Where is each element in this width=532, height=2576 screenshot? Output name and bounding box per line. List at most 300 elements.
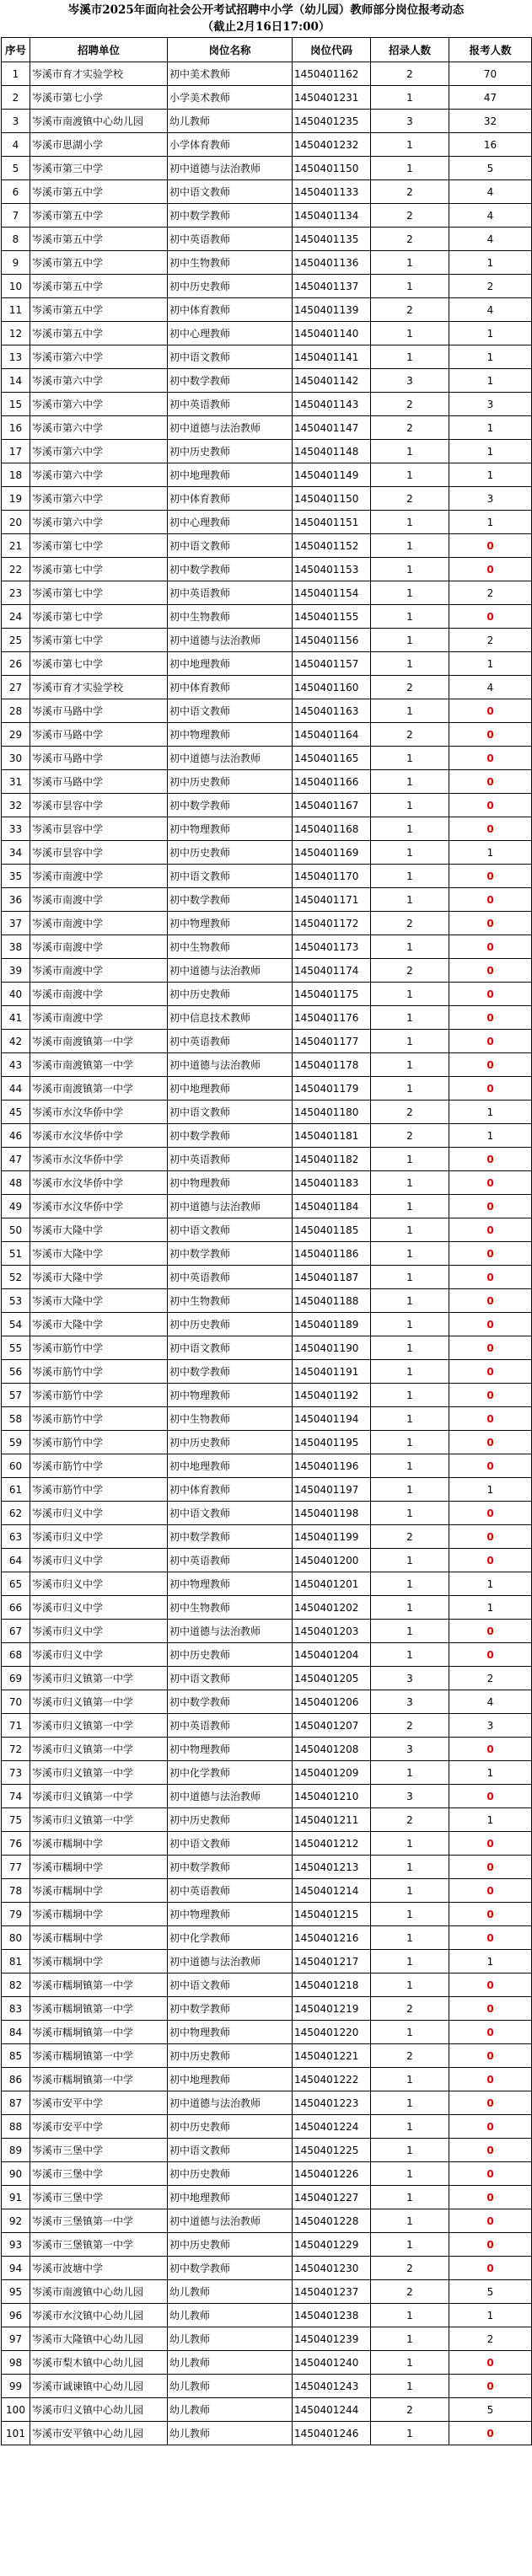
cell-quota: 3 — [371, 1690, 449, 1714]
cell-unit: 岑溪市安平中学 — [30, 2091, 168, 2115]
cell-position: 初中物理教师 — [168, 723, 293, 747]
cell-code: 1450401228 — [293, 2209, 371, 2233]
cell-applicants: 0 — [449, 2375, 532, 2398]
cell-position: 初中英语教师 — [168, 1879, 293, 1903]
cell-unit: 岑溪市第五中学 — [30, 204, 168, 228]
cell-unit: 岑溪市第七中学 — [30, 629, 168, 652]
table-row — [2, 841, 532, 865]
cell-unit: 岑溪市水汶镇中心幼儿园 — [30, 2304, 168, 2327]
cell-index: 73 — [2, 1761, 30, 1785]
cell-position: 初中英语教师 — [168, 1714, 293, 1738]
cell-index: 24 — [2, 605, 30, 629]
cell-unit: 岑溪市三堡中学 — [30, 2162, 168, 2186]
table-row — [2, 345, 532, 369]
cell-position: 初中道德与法治教师 — [168, 747, 293, 770]
cell-position: 幼儿教师 — [168, 110, 293, 133]
cell-quota: 1 — [371, 511, 449, 534]
cell-index: 59 — [2, 1431, 30, 1454]
cell-index: 62 — [2, 1502, 30, 1525]
table-row — [2, 1077, 532, 1101]
cell-unit: 岑溪市第六中学 — [30, 393, 168, 416]
cell-quota: 2 — [371, 2044, 449, 2068]
cell-applicants: 2 — [449, 1667, 532, 1690]
cell-code: 1450401133 — [293, 180, 371, 204]
table-row — [2, 1171, 532, 1195]
cell-position: 初中美术教师 — [168, 62, 293, 86]
table-row — [2, 1242, 532, 1266]
cell-index: 14 — [2, 369, 30, 393]
cell-unit: 岑溪市糯垌中学 — [30, 1903, 168, 1926]
table-row — [2, 1974, 532, 1997]
cell-position: 初中语文教师 — [168, 1502, 293, 1525]
table-row — [2, 794, 532, 817]
cell-position: 初中生物教师 — [168, 1407, 293, 1431]
cell-code: 1450401148 — [293, 440, 371, 463]
cell-applicants: 1 — [449, 1808, 532, 1832]
cell-index: 87 — [2, 2091, 30, 2115]
cell-index: 17 — [2, 440, 30, 463]
cell-applicants: 70 — [449, 62, 532, 86]
cell-quota: 2 — [371, 228, 449, 251]
table-row — [2, 62, 532, 86]
cell-index: 57 — [2, 1384, 30, 1407]
cell-quota: 2 — [371, 959, 449, 983]
cell-quota: 1 — [371, 1431, 449, 1454]
cell-applicants: 2 — [449, 2327, 532, 2351]
table-row — [2, 2351, 532, 2375]
cell-unit: 岑溪市第六中学 — [30, 345, 168, 369]
cell-index: 21 — [2, 534, 30, 558]
table-row — [2, 558, 532, 581]
cell-applicants: 2 — [449, 629, 532, 652]
cell-code: 1450401160 — [293, 676, 371, 699]
table-row — [2, 1384, 532, 1407]
cell-code: 1450401211 — [293, 1808, 371, 1832]
cell-applicants: 0 — [449, 2139, 532, 2162]
cell-applicants: 0 — [449, 1832, 532, 1856]
cell-index: 11 — [2, 298, 30, 322]
cell-applicants: 1 — [449, 463, 532, 487]
cell-quota: 1 — [371, 1926, 449, 1950]
table-row — [2, 1454, 532, 1478]
cell-index: 4 — [2, 133, 30, 157]
cell-quota: 1 — [371, 1903, 449, 1926]
table-row — [2, 1808, 532, 1832]
cell-unit: 岑溪市糯垌镇第一中学 — [30, 2044, 168, 2068]
cell-index: 39 — [2, 959, 30, 983]
cell-code: 1450401152 — [293, 534, 371, 558]
cell-code: 1450401184 — [293, 1195, 371, 1218]
cell-position: 初中数学教师 — [168, 1997, 293, 2021]
cell-index: 56 — [2, 1360, 30, 1384]
cell-position: 初中英语教师 — [168, 228, 293, 251]
cell-quota: 1 — [371, 794, 449, 817]
cell-applicants: 16 — [449, 133, 532, 157]
header-quota: 招录人数 — [371, 38, 449, 62]
table-row — [2, 2375, 532, 2398]
cell-applicants: 0 — [449, 865, 532, 888]
cell-applicants: 5 — [449, 2280, 532, 2304]
cell-unit: 岑溪市第三中学 — [30, 157, 168, 180]
cell-unit: 岑溪市糯垌镇第一中学 — [30, 2021, 168, 2044]
table-row — [2, 298, 532, 322]
cell-quota: 1 — [371, 86, 449, 110]
cell-code: 1450401244 — [293, 2398, 371, 2422]
cell-code: 1450401194 — [293, 1407, 371, 1431]
cell-code: 1450401165 — [293, 747, 371, 770]
cell-applicants: 0 — [449, 1053, 532, 1077]
table-row — [2, 1785, 532, 1808]
cell-unit: 岑溪市糯垌中学 — [30, 1879, 168, 1903]
cell-unit: 岑溪市归义镇第一中学 — [30, 1738, 168, 1761]
cell-code: 1450401240 — [293, 2351, 371, 2375]
table-row — [2, 2115, 532, 2139]
cell-unit: 岑溪市三堡中学 — [30, 2139, 168, 2162]
cell-position: 初中体育教师 — [168, 487, 293, 511]
cell-quota: 1 — [371, 935, 449, 959]
cell-applicants: 1 — [449, 369, 532, 393]
cell-position: 初中心理教师 — [168, 511, 293, 534]
cell-position: 初中历史教师 — [168, 841, 293, 865]
cell-applicants: 0 — [449, 2257, 532, 2280]
cell-code: 1450401200 — [293, 1549, 371, 1572]
cell-applicants: 0 — [449, 1006, 532, 1030]
cell-applicants: 0 — [449, 1926, 532, 1950]
cell-quota: 2 — [371, 487, 449, 511]
cell-quota: 1 — [371, 605, 449, 629]
cell-unit: 岑溪市水汶华侨中学 — [30, 1101, 168, 1124]
cell-code: 1450401202 — [293, 1596, 371, 1620]
cell-applicants: 0 — [449, 770, 532, 794]
cell-code: 1450401181 — [293, 1124, 371, 1148]
cell-position: 初中语文教师 — [168, 345, 293, 369]
cell-position: 初中道德与法治教师 — [168, 1195, 293, 1218]
table-row — [2, 1667, 532, 1690]
cell-position: 初中英语教师 — [168, 1148, 293, 1171]
cell-code: 1450401190 — [293, 1336, 371, 1360]
cell-unit: 岑溪市归义镇第一中学 — [30, 1714, 168, 1738]
cell-quota: 1 — [371, 275, 449, 298]
cell-quota: 1 — [371, 2327, 449, 2351]
cell-quota: 1 — [371, 1950, 449, 1974]
cell-index: 3 — [2, 110, 30, 133]
cell-code: 1450401210 — [293, 1785, 371, 1808]
cell-applicants: 0 — [449, 1360, 532, 1384]
cell-position: 初中生物教师 — [168, 1289, 293, 1313]
header-unit: 招聘单位 — [30, 38, 168, 62]
cell-applicants: 3 — [449, 487, 532, 511]
cell-position: 初中道德与法治教师 — [168, 959, 293, 983]
cell-position: 初中物理教师 — [168, 1903, 293, 1926]
cell-index: 2 — [2, 86, 30, 110]
cell-quota: 2 — [371, 2257, 449, 2280]
table-row — [2, 1643, 532, 1667]
cell-unit: 岑溪市大隆镇中心幼儿园 — [30, 2327, 168, 2351]
cell-index: 89 — [2, 2139, 30, 2162]
cell-position: 初中信息技术教师 — [168, 1006, 293, 1030]
cell-quota: 1 — [371, 1620, 449, 1643]
cell-applicants: 0 — [449, 534, 532, 558]
cell-code: 1450401222 — [293, 2068, 371, 2091]
table-row — [2, 2021, 532, 2044]
cell-index: 64 — [2, 1549, 30, 1572]
cell-index: 90 — [2, 2162, 30, 2186]
cell-applicants: 5 — [449, 157, 532, 180]
cell-code: 1450401170 — [293, 865, 371, 888]
cell-position: 初中道德与法治教师 — [168, 1785, 293, 1808]
cell-unit: 岑溪市糯垌镇第一中学 — [30, 1974, 168, 1997]
cell-code: 1450401136 — [293, 251, 371, 275]
table-row — [2, 1549, 532, 1572]
table-row — [2, 865, 532, 888]
cell-code: 1450401187 — [293, 1266, 371, 1289]
table-row — [2, 369, 532, 393]
cell-index: 23 — [2, 581, 30, 605]
cell-code: 1450401225 — [293, 2139, 371, 2162]
table-row — [2, 393, 532, 416]
cell-unit: 岑溪市归义镇第一中学 — [30, 1667, 168, 1690]
table-row — [2, 228, 532, 251]
cell-position: 初中历史教师 — [168, 1808, 293, 1832]
cell-code: 1450401207 — [293, 1714, 371, 1738]
cell-index: 28 — [2, 699, 30, 723]
cell-code: 1450401173 — [293, 935, 371, 959]
cell-unit: 岑溪市归义镇第一中学 — [30, 1690, 168, 1714]
cell-index: 32 — [2, 794, 30, 817]
cell-position: 初中语文教师 — [168, 1667, 293, 1690]
cell-position: 初中英语教师 — [168, 1266, 293, 1289]
cell-code: 1450401230 — [293, 2257, 371, 2280]
cell-code: 1450401208 — [293, 1738, 371, 1761]
cell-code: 1450401196 — [293, 1454, 371, 1478]
cell-index: 86 — [2, 2068, 30, 2091]
cell-index: 46 — [2, 1124, 30, 1148]
cell-index: 35 — [2, 865, 30, 888]
cell-code: 1450401188 — [293, 1289, 371, 1313]
cell-position: 初中地理教师 — [168, 2186, 293, 2209]
table-row — [2, 1620, 532, 1643]
cell-unit: 岑溪市第六中学 — [30, 487, 168, 511]
cell-quota: 1 — [371, 1195, 449, 1218]
cell-code: 1450401218 — [293, 1974, 371, 1997]
cell-unit: 岑溪市第五中学 — [30, 275, 168, 298]
cell-quota: 1 — [371, 1549, 449, 1572]
cell-quota: 1 — [371, 1336, 449, 1360]
cell-applicants: 0 — [449, 2115, 532, 2139]
cell-unit: 岑溪市大隆中学 — [30, 1218, 168, 1242]
cell-code: 1450401155 — [293, 605, 371, 629]
cell-quota: 1 — [371, 1502, 449, 1525]
cell-index: 85 — [2, 2044, 30, 2068]
table-row — [2, 322, 532, 345]
cell-index: 88 — [2, 2115, 30, 2139]
cell-unit: 岑溪市南渡中学 — [30, 983, 168, 1006]
cell-position: 初中物理教师 — [168, 817, 293, 841]
cell-position: 初中英语教师 — [168, 581, 293, 605]
table-row — [2, 983, 532, 1006]
cell-position: 初中体育教师 — [168, 298, 293, 322]
cell-index: 100 — [2, 2398, 30, 2422]
cell-quota: 1 — [371, 1289, 449, 1313]
table-row — [2, 1336, 532, 1360]
cell-index: 76 — [2, 1832, 30, 1856]
cell-quota: 3 — [371, 1738, 449, 1761]
cell-quota: 2 — [371, 180, 449, 204]
cell-applicants: 1 — [449, 2304, 532, 2327]
cell-position: 初中英语教师 — [168, 1030, 293, 1053]
cell-position: 初中数学教师 — [168, 1856, 293, 1879]
cell-position: 初中物理教师 — [168, 1171, 293, 1195]
cell-applicants: 0 — [449, 1171, 532, 1195]
header-code: 岗位代码 — [293, 38, 371, 62]
cell-position: 初中物理教师 — [168, 1572, 293, 1596]
cell-unit: 岑溪市三堡镇第一中学 — [30, 2209, 168, 2233]
cell-unit: 岑溪市筋竹中学 — [30, 1478, 168, 1502]
cell-applicants: 0 — [449, 935, 532, 959]
cell-position: 初中历史教师 — [168, 2233, 293, 2257]
cell-quota: 2 — [371, 2280, 449, 2304]
cell-applicants: 0 — [449, 2091, 532, 2115]
cell-index: 20 — [2, 511, 30, 534]
cell-applicants: 1 — [449, 1761, 532, 1785]
cell-code: 1450401143 — [293, 393, 371, 416]
table-row — [2, 2068, 532, 2091]
cell-quota: 1 — [371, 2375, 449, 2398]
table-row — [2, 817, 532, 841]
cell-applicants: 0 — [449, 1336, 532, 1360]
cell-index: 1 — [2, 62, 30, 86]
cell-position: 初中数学教师 — [168, 204, 293, 228]
cell-applicants: 0 — [449, 1242, 532, 1266]
table-row — [2, 2280, 532, 2304]
cell-applicants: 0 — [449, 2209, 532, 2233]
cell-code: 1450401149 — [293, 463, 371, 487]
cell-applicants: 3 — [449, 393, 532, 416]
cell-code: 1450401156 — [293, 629, 371, 652]
table-body — [2, 62, 532, 2445]
recruitment-table — [1, 37, 532, 2445]
cell-code: 1450401206 — [293, 1690, 371, 1714]
cell-code: 1450401205 — [293, 1667, 371, 1690]
table-row — [2, 652, 532, 676]
table-row — [2, 581, 532, 605]
table-row — [2, 1997, 532, 2021]
cell-unit: 岑溪市糯垌中学 — [30, 1856, 168, 1879]
cell-unit: 岑溪市育才实验学校 — [30, 62, 168, 86]
cell-code: 1450401219 — [293, 1997, 371, 2021]
cell-unit: 岑溪市南渡中学 — [30, 888, 168, 912]
cell-index: 19 — [2, 487, 30, 511]
cell-applicants: 32 — [449, 110, 532, 133]
cell-position: 初中语文教师 — [168, 180, 293, 204]
cell-index: 96 — [2, 2304, 30, 2327]
cell-index: 10 — [2, 275, 30, 298]
cell-code: 1450401166 — [293, 770, 371, 794]
cell-quota: 1 — [371, 1572, 449, 1596]
table-row — [2, 1478, 532, 1502]
cell-unit: 岑溪市归义中学 — [30, 1549, 168, 1572]
cell-index: 7 — [2, 204, 30, 228]
cell-code: 1450401179 — [293, 1077, 371, 1101]
cell-applicants: 1 — [449, 652, 532, 676]
cell-unit: 岑溪市育才实验学校 — [30, 676, 168, 699]
table-row — [2, 1218, 532, 1242]
cell-index: 15 — [2, 393, 30, 416]
cell-unit: 岑溪市糯垌中学 — [30, 1950, 168, 1974]
table-row — [2, 204, 532, 228]
cell-code: 1450401172 — [293, 912, 371, 935]
cell-quota: 2 — [371, 393, 449, 416]
cell-index: 71 — [2, 1714, 30, 1738]
cell-unit: 岑溪市水汶华侨中学 — [30, 1148, 168, 1171]
cell-index: 9 — [2, 251, 30, 275]
cell-applicants: 0 — [449, 1407, 532, 1431]
cell-position: 初中语文教师 — [168, 1218, 293, 1242]
cell-quota: 1 — [371, 629, 449, 652]
cell-quota: 1 — [371, 1053, 449, 1077]
cell-applicants: 5 — [449, 2398, 532, 2422]
cell-index: 97 — [2, 2327, 30, 2351]
cell-quota: 1 — [371, 157, 449, 180]
cell-code: 1450401209 — [293, 1761, 371, 1785]
cell-unit: 岑溪市筋竹中学 — [30, 1431, 168, 1454]
cell-code: 1450401147 — [293, 416, 371, 440]
cell-applicants: 0 — [449, 1502, 532, 1525]
cell-position: 初中历史教师 — [168, 440, 293, 463]
cell-applicants: 0 — [449, 1384, 532, 1407]
table-row — [2, 1266, 532, 1289]
cell-quota: 1 — [371, 2115, 449, 2139]
cell-applicants: 0 — [449, 1525, 532, 1549]
cell-unit: 岑溪市南渡镇中心幼儿园 — [30, 110, 168, 133]
cell-quota: 2 — [371, 676, 449, 699]
cell-quota: 2 — [371, 1525, 449, 1549]
cell-code: 1450401135 — [293, 228, 371, 251]
cell-code: 1450401151 — [293, 511, 371, 534]
cell-quota: 1 — [371, 1596, 449, 1620]
cell-unit: 岑溪市第六中学 — [30, 369, 168, 393]
cell-applicants: 0 — [449, 1313, 532, 1336]
cell-code: 1450401226 — [293, 2162, 371, 2186]
cell-code: 1450401224 — [293, 2115, 371, 2139]
cell-applicants: 0 — [449, 1974, 532, 1997]
cell-applicants: 0 — [449, 2162, 532, 2186]
header-row — [2, 38, 532, 62]
cell-quota: 2 — [371, 416, 449, 440]
cell-code: 1450401142 — [293, 369, 371, 393]
cell-quota: 1 — [371, 1856, 449, 1879]
cell-position: 初中数学教师 — [168, 558, 293, 581]
cell-position: 初中地理教师 — [168, 1077, 293, 1101]
cell-quota: 1 — [371, 1384, 449, 1407]
cell-code: 1450401189 — [293, 1313, 371, 1336]
cell-position: 幼儿教师 — [168, 2422, 293, 2445]
cell-unit: 岑溪市归义中学 — [30, 1643, 168, 1667]
table-row — [2, 2233, 532, 2257]
cell-code: 1450401154 — [293, 581, 371, 605]
table-row — [2, 1525, 532, 1549]
cell-position: 初中体育教师 — [168, 676, 293, 699]
cell-index: 80 — [2, 1926, 30, 1950]
table-row — [2, 1289, 532, 1313]
cell-unit: 岑溪市三堡中学 — [30, 2186, 168, 2209]
table-row — [2, 2304, 532, 2327]
table-row — [2, 86, 532, 110]
cell-quota: 1 — [371, 2351, 449, 2375]
cell-position: 初中心理教师 — [168, 322, 293, 345]
cell-applicants: 3 — [449, 1714, 532, 1738]
cell-quota: 1 — [371, 1006, 449, 1030]
